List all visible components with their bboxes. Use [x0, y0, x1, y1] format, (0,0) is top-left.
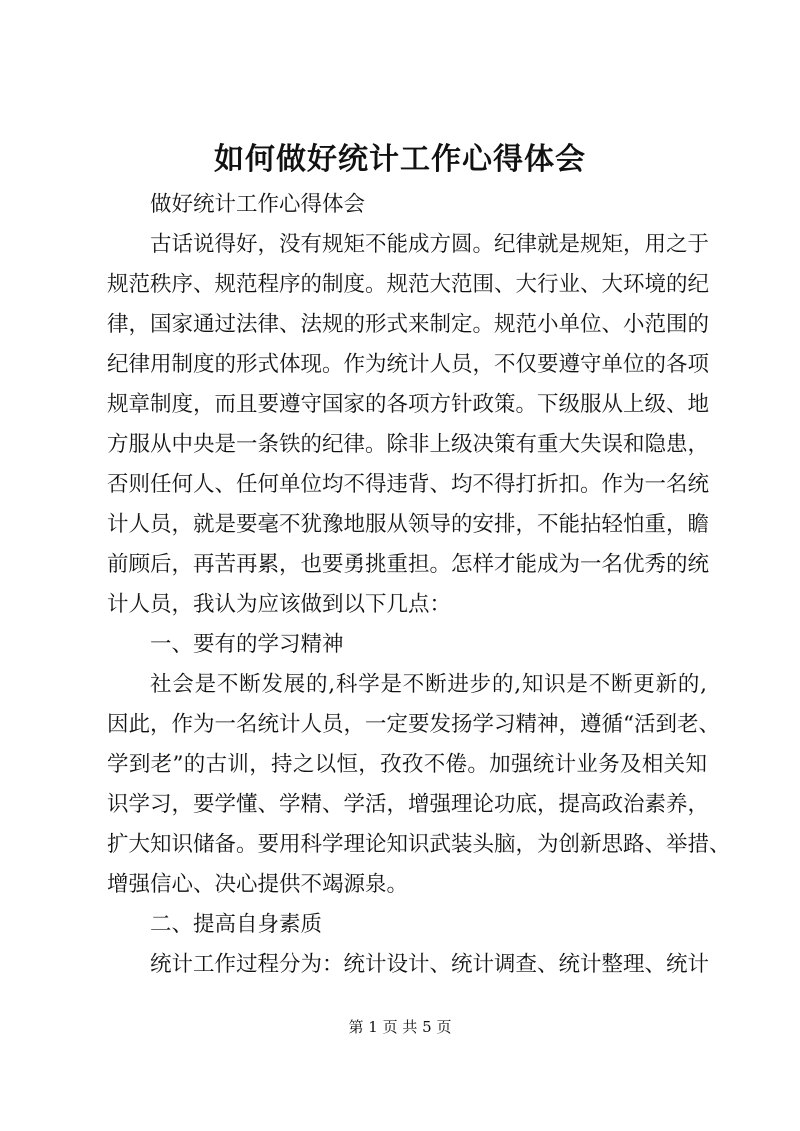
text-line: 否则任何人、任何单位均不得违背、均不得打折扣。作为一名统	[107, 472, 710, 497]
text-line: 方服从中央是一条铁的纪律。除非上级决策有重大失误和隐患，	[107, 432, 710, 457]
text-line: 计人员，我认为应该做到以下几点：	[107, 592, 452, 617]
text-line: 一、要有的学习精神	[150, 632, 344, 657]
text-line: 古话说得好，没有规矩不能成方圆。纪律就是规矩，用之于	[150, 232, 710, 257]
text-line: 律，国家通过法律、法规的形式来制定。规范小单位、小范围的	[107, 312, 710, 337]
text-line: 纪律用制度的形式体现。作为统计人员，不仅要遵守单位的各项	[107, 352, 710, 377]
text-line: 规章制度，而且要遵守国家的各项方针政策。下级服从上级、地	[107, 392, 710, 417]
text-line: 做好统计工作心得体会	[150, 192, 366, 217]
text-line: 社会是不断发展的,科学是不断进步的,知识是不断更新的,	[150, 672, 707, 697]
text-line: 扩大知识储备。要用科学理论知识武装头脑，为创新思路、举措、	[107, 832, 731, 857]
text-line: 增强信心、决心提供不竭源泉。	[107, 872, 409, 897]
text-line: 统计工作过程分为：统计设计、统计调查、统计整理、统计	[150, 952, 710, 977]
text-line: 识学习，要学懂、学精、学活，增强理论功底，提高政治素养，	[107, 792, 710, 817]
text-line: 因此，作为一名统计人员，一定要发扬学习精神，遵循“活到老、	[107, 712, 720, 737]
text-line: 前顾后，再苦再累，也要勇挑重担。怎样才能成为一名优秀的统	[107, 552, 710, 577]
text-line: 学到老”的古训，持之以恒，孜孜不倦。加强统计业务及相关知	[107, 752, 707, 777]
text-line: 计人员，就是要毫不犹豫地服从领导的安排，不能拈轻怕重，瞻	[107, 512, 710, 537]
text-line: 二、提高自身素质	[150, 912, 323, 937]
text-line: 规范秩序、规范程序的制度。规范大范围、大行业、大环境的纪	[107, 272, 710, 297]
document-title: 如何做好统计工作心得体会	[214, 142, 586, 177]
page-footer: 第 1 页 共 5 页	[348, 1018, 452, 1036]
document-body	[107, 185, 731, 985]
